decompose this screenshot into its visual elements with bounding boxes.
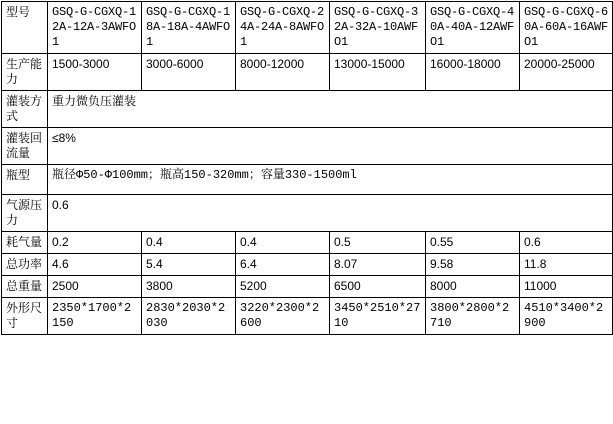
row-label: 气源压力 (2, 195, 48, 232)
model-cell: GSQ-G-CGXQ-40A-40A-12AWFO1 (426, 2, 520, 54)
row-label: 瓶型 (2, 165, 48, 195)
table-row-total-weight (2, 276, 613, 298)
value-cell: 8.07 (330, 254, 426, 276)
value-cell: 2830*2030*2030 (142, 298, 236, 335)
row-label: 外形尺寸 (2, 298, 48, 335)
value-cell: 0.4 (142, 232, 236, 254)
value-cell-span: 瓶径Φ50-Φ100mm；瓶高150-320mm；容量330-1500ml (48, 165, 613, 195)
value-cell: 8000-12000 (236, 54, 330, 91)
model-cell: GSQ-G-CGXQ-24A-24A-8AWFO1 (236, 2, 330, 54)
row-label: 灌装方式 (2, 91, 48, 128)
row-label: 总功率 (2, 254, 48, 276)
value-cell: 5.4 (142, 254, 236, 276)
value-cell: 20000-25000 (520, 54, 613, 91)
value-cell: 3800*2800*2710 (426, 298, 520, 335)
value-cell: 3220*2300*2600 (236, 298, 330, 335)
value-cell: 3800 (142, 276, 236, 298)
value-cell-span: 0.6 (48, 195, 613, 232)
model-cell: GSQ-G-CGXQ-18A-18A-4AWFO1 (142, 2, 236, 54)
value-cell: 0.55 (426, 232, 520, 254)
value-cell: 5200 (236, 276, 330, 298)
row-label: 耗气量 (2, 232, 48, 254)
table-row-model (2, 2, 613, 54)
value-cell: 2350*1700*2150 (48, 298, 142, 335)
specification-table (1, 1, 613, 335)
value-cell: 1500-3000 (48, 54, 142, 91)
row-label: 型号 (2, 2, 48, 54)
table-row-filling-method (2, 91, 613, 128)
value-cell: 2500 (48, 276, 142, 298)
value-cell: 3450*2510*2710 (330, 298, 426, 335)
value-cell: 11.8 (520, 254, 613, 276)
value-cell-span: ≤8% (48, 128, 613, 165)
table-body (2, 2, 613, 335)
table-row-total-power (2, 254, 613, 276)
value-cell: 4.6 (48, 254, 142, 276)
value-cell: 4510*3400*2900 (520, 298, 613, 335)
table-row-air-consumption (2, 232, 613, 254)
value-cell: 3000-6000 (142, 54, 236, 91)
value-cell: 16000-18000 (426, 54, 520, 91)
value-cell: 13000-15000 (330, 54, 426, 91)
value-cell: 0.4 (236, 232, 330, 254)
table-row-capacity (2, 54, 613, 91)
value-cell: 9.58 (426, 254, 520, 276)
value-cell: 0.5 (330, 232, 426, 254)
table-row-air-pressure (2, 195, 613, 232)
value-cell: 8000 (426, 276, 520, 298)
table-row-bottle-type (2, 165, 613, 195)
model-cell: GSQ-G-CGXQ-32A-32A-10AWFO1 (330, 2, 426, 54)
value-cell-span: 重力微负压灌装 (48, 91, 613, 128)
model-cell: GSQ-G-CGXQ-60A-60A-16AWFO1 (520, 2, 613, 54)
value-cell: 6500 (330, 276, 426, 298)
row-label: 总重量 (2, 276, 48, 298)
table-row-dimensions (2, 298, 613, 335)
row-label: 生产能力 (2, 54, 48, 91)
row-label: 灌装回流量 (2, 128, 48, 165)
value-cell: 0.2 (48, 232, 142, 254)
value-cell: 6.4 (236, 254, 330, 276)
model-cell: GSQ-G-CGXQ-12A-12A-3AWFO1 (48, 2, 142, 54)
value-cell: 0.6 (520, 232, 613, 254)
table-row-reflux (2, 128, 613, 165)
value-cell: 11000 (520, 276, 613, 298)
